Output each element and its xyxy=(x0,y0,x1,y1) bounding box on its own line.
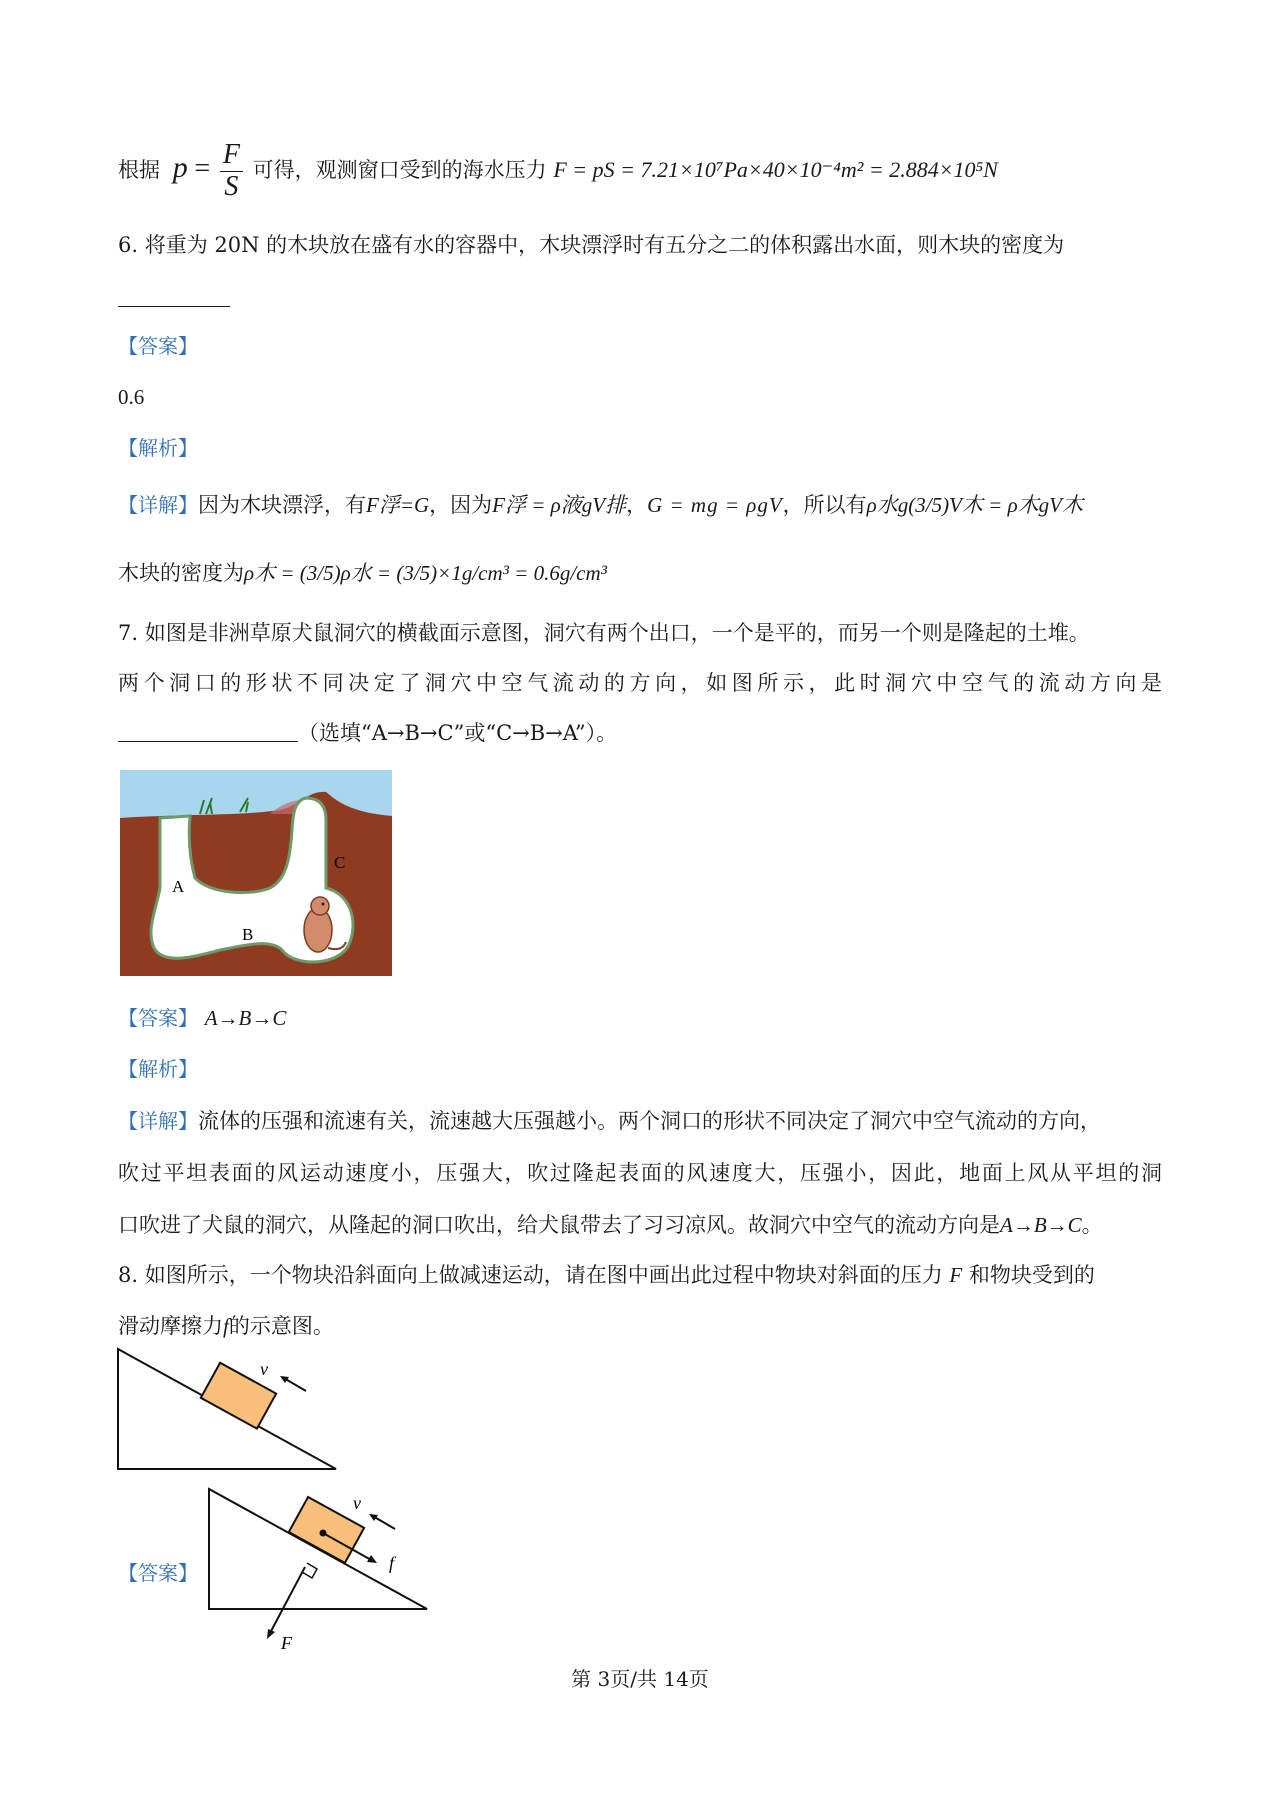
q6-question: 6. 将重为 20N 的木块放在盛有水的容器中，木块漂浮时有五分之二的体积露出水面，则木块的密度为 xyxy=(118,233,1065,257)
q7-detail-3-answer: A→B→C xyxy=(1000,1213,1082,1237)
label-a: A xyxy=(172,877,185,896)
q5-fraction-num: F xyxy=(220,140,243,172)
q7-answer-blank xyxy=(118,721,298,742)
q8-question-mid: 和物块受到的 xyxy=(968,1263,1095,1287)
q6-eq-balance: ρ水g(3/5)V木 = ρ木gV木 xyxy=(866,493,1083,517)
q6-answer-blank xyxy=(118,286,230,307)
q7-detail-3 xyxy=(118,1212,1103,1239)
q6-blank-line xyxy=(118,285,230,312)
q7-detail-2: 吹过平坦表面的风运动速度小，压强大，吹过隆起表面的风速度大，压强小，因此，地面上风从平坦的洞 xyxy=(118,1161,1162,1185)
q6-detail-text-1: 因为木块漂浮，有 xyxy=(198,493,366,517)
q6-detail-text-2: ，因为 xyxy=(429,493,493,517)
q5-lead: 根据 xyxy=(118,157,160,182)
ans-f-label: f xyxy=(389,1553,395,1573)
q6-answer-tag: 【答案】 xyxy=(118,334,198,358)
q5-calc: F = pS = 7.21×10⁷Pa×40×10⁻⁴m² = 2.884×10⁵N xyxy=(553,156,998,182)
q6-eq-buoy: F浮 = ρ液gV排 xyxy=(492,493,627,517)
q5-eq-lhs: p xyxy=(172,150,188,184)
q8-question-F: F xyxy=(949,1263,963,1287)
q7-question-1: 7. 如图是非洲草原犬鼠洞穴的横截面示意图，洞穴有两个出口，一个是平的，而另一个则是隆起的土堆。 xyxy=(118,621,1090,645)
q6-density-eq: ρ木 = (3/5)ρ水 = (3/5)×1g/cm³ = 0.6g/cm³ xyxy=(244,561,607,585)
q5-mid-text: 可得，观测窗口受到的海水压力 xyxy=(252,157,547,182)
q5-eq-equals: = xyxy=(194,152,211,184)
q8-question-2b: 的示意图。 xyxy=(228,1314,334,1338)
incline-figure xyxy=(110,1345,350,1475)
q7-answer: A→B→C xyxy=(204,1006,287,1030)
q7-answer-tag: 【答案】 xyxy=(118,1006,198,1030)
q6-density-text: 木块的密度为 xyxy=(118,561,244,585)
q6-detail-line xyxy=(118,492,1083,519)
q8-question-2a: 滑动摩擦力 xyxy=(118,1314,223,1338)
q7-detail-3-text: 口吹进了犬鼠的洞穴，从隆起的洞口吹出，给犬鼠带去了习习凉风。故洞穴中空气的流动方向是 xyxy=(118,1213,1000,1237)
q8-question-2 xyxy=(118,1313,334,1340)
q5-fraction xyxy=(220,140,243,203)
q7-analysis-tag: 【解析】 xyxy=(118,1057,198,1081)
q8-question-1-text: 8. 如图所示，一个物块沿斜面向上做减速运动，请在图中画出此过程中物块对斜面的压力 xyxy=(118,1263,943,1287)
q6-density-line xyxy=(118,560,607,587)
q6-analysis-tag: 【解析】 xyxy=(118,436,198,460)
ans-F-label: F xyxy=(281,1633,292,1653)
answer-figure xyxy=(205,1485,445,1655)
ans-v-label: v xyxy=(353,1493,361,1513)
pressure-arrowhead xyxy=(267,1629,275,1639)
q6-answer: 0.6 xyxy=(118,385,145,409)
q6-eq-float: F浮=G xyxy=(366,493,430,517)
q7-detail-1 xyxy=(118,1108,1101,1135)
burrow-figure xyxy=(120,770,392,976)
page-footer: 第 3页/共 14页 xyxy=(571,1667,709,1691)
label-c: C xyxy=(334,853,346,872)
q7-blank-line xyxy=(118,720,617,747)
fig-v-label: v xyxy=(260,1359,268,1379)
q8-question-1 xyxy=(118,1262,1095,1289)
q8-answer-tag: 【答案】 xyxy=(118,1561,198,1585)
label-b: B xyxy=(242,925,254,944)
q5-fraction-den: S xyxy=(224,170,239,202)
q7-question-3: （选填“A→B→C”或“C→B→A”）。 xyxy=(298,721,618,745)
q5-line xyxy=(118,140,998,203)
q7-detail-3-end: 。 xyxy=(1081,1213,1103,1237)
q6-detail-tag: 【详解】 xyxy=(118,493,198,517)
q7-question-2: 两个洞口的形状不同决定了洞穴中空气流动的方向，如图所示，此时洞穴中空气的流动方向是 xyxy=(118,671,1162,695)
q6-eq-weight: G = mg = ρgV xyxy=(647,493,783,517)
q6-detail-text-4: ，所以有 xyxy=(782,493,867,517)
q8-question-f: f xyxy=(223,1314,229,1338)
q7-detail-tag: 【详解】 xyxy=(118,1109,198,1133)
q7-answer-line xyxy=(118,1005,286,1032)
q6-detail-text-3: ， xyxy=(626,493,648,517)
q7-detail-1-text: 流体的压强和流速有关，流速越大压强越小。两个洞口的形状不同决定了洞穴中空气流动的方向， xyxy=(198,1109,1101,1133)
